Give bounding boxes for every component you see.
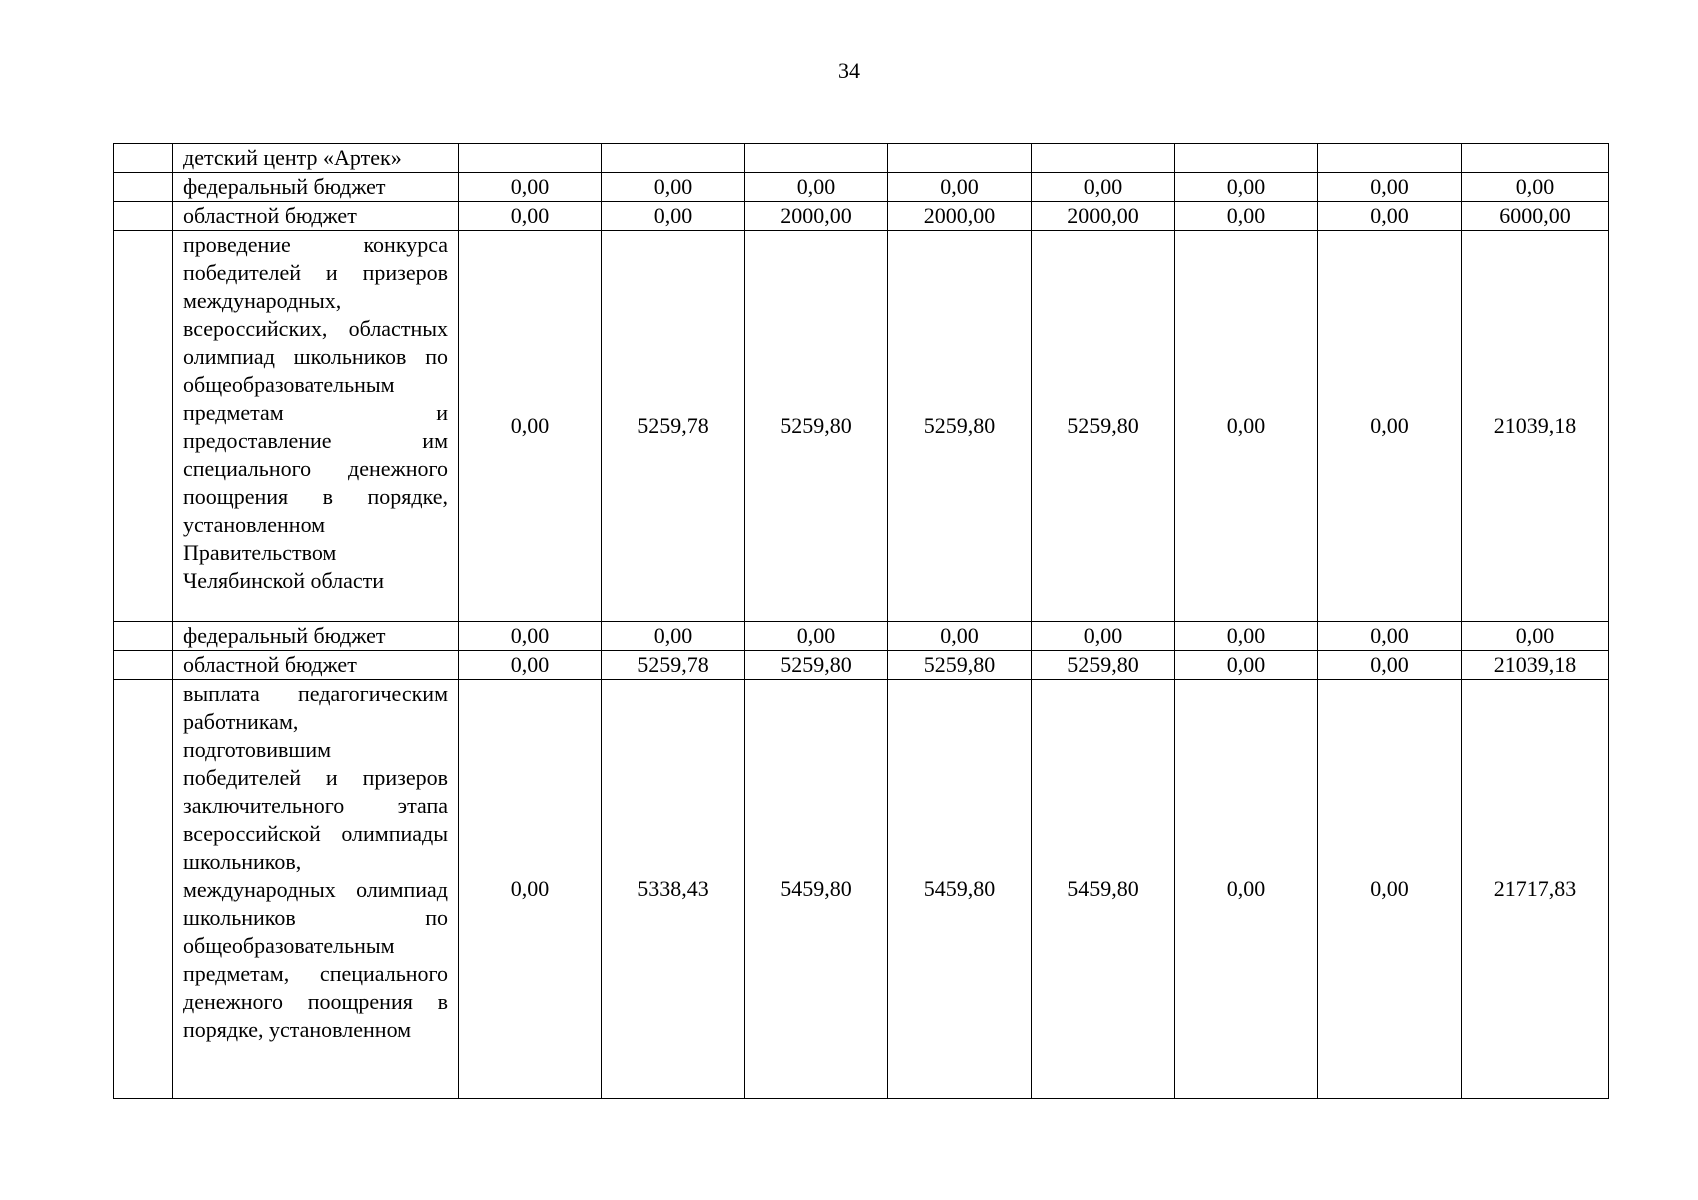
value-cell: 0,00 xyxy=(459,231,602,622)
value-cell: 2000,00 xyxy=(1032,202,1175,231)
value-cell: 5259,78 xyxy=(602,651,745,680)
table-row xyxy=(114,202,1609,231)
value-cell: 5338,43 xyxy=(602,680,745,1099)
value-cell: 5259,80 xyxy=(888,231,1032,622)
value-cell: 0,00 xyxy=(459,680,602,1099)
row-number-cell xyxy=(114,651,173,680)
value-cell: 5459,80 xyxy=(745,680,888,1099)
value-cell: 0,00 xyxy=(1175,622,1318,651)
row-label-cell: федеральный бюджет xyxy=(173,173,459,202)
table-body xyxy=(114,144,1609,1099)
value-cell xyxy=(888,144,1032,173)
value-cell: 5459,80 xyxy=(1032,680,1175,1099)
value-cell: 5259,80 xyxy=(1032,231,1175,622)
table-row xyxy=(114,651,1609,680)
row-label-cell: федеральный бюджет xyxy=(173,622,459,651)
value-cell: 0,00 xyxy=(745,622,888,651)
value-cell: 0,00 xyxy=(1175,202,1318,231)
value-cell: 0,00 xyxy=(602,622,745,651)
value-cell: 0,00 xyxy=(602,173,745,202)
value-cell: 0,00 xyxy=(745,173,888,202)
value-cell: 5259,80 xyxy=(745,651,888,680)
value-cell: 2000,00 xyxy=(745,202,888,231)
row-label-cell: проведение конкурса победителей и призеров международных, всероссийских, областных олимпиад школьников по общеобразовательным предметам и предоставление им специального денежного поощрения в порядке, установленном Правительством Челябинской области xyxy=(173,231,459,622)
value-cell: 5259,80 xyxy=(745,231,888,622)
budget-table xyxy=(113,143,1609,1099)
table-row xyxy=(114,173,1609,202)
value-cell xyxy=(745,144,888,173)
value-cell: 0,00 xyxy=(1318,622,1462,651)
row-label-cell: областной бюджет xyxy=(173,202,459,231)
value-cell: 6000,00 xyxy=(1462,202,1609,231)
value-cell: 0,00 xyxy=(1032,173,1175,202)
table-row xyxy=(114,680,1609,1099)
value-cell: 2000,00 xyxy=(888,202,1032,231)
row-number-cell xyxy=(114,231,173,622)
row-number-cell xyxy=(114,680,173,1099)
value-cell: 0,00 xyxy=(459,651,602,680)
value-cell: 5259,80 xyxy=(1032,651,1175,680)
value-cell: 5259,80 xyxy=(888,651,1032,680)
value-cell: 0,00 xyxy=(459,622,602,651)
value-cell: 5259,78 xyxy=(602,231,745,622)
value-cell: 0,00 xyxy=(1318,202,1462,231)
value-cell: 0,00 xyxy=(1175,231,1318,622)
row-number-cell xyxy=(114,173,173,202)
row-label-cell: областной бюджет xyxy=(173,651,459,680)
value-cell xyxy=(602,144,745,173)
table-row xyxy=(114,144,1609,173)
row-number-cell xyxy=(114,144,173,173)
table-row xyxy=(114,622,1609,651)
value-cell xyxy=(1032,144,1175,173)
value-cell: 0,00 xyxy=(1032,622,1175,651)
value-cell: 0,00 xyxy=(459,202,602,231)
value-cell xyxy=(1175,144,1318,173)
value-cell: 21039,18 xyxy=(1462,651,1609,680)
table-row xyxy=(114,231,1609,622)
value-cell: 21039,18 xyxy=(1462,231,1609,622)
value-cell: 0,00 xyxy=(1175,651,1318,680)
row-label-cell: детский центр «Артек» xyxy=(173,144,459,173)
value-cell: 0,00 xyxy=(1175,173,1318,202)
value-cell: 0,00 xyxy=(888,622,1032,651)
value-cell: 0,00 xyxy=(1318,231,1462,622)
page-number: 34 xyxy=(838,58,860,83)
value-cell: 0,00 xyxy=(459,173,602,202)
value-cell: 0,00 xyxy=(1462,622,1609,651)
value-cell: 5459,80 xyxy=(888,680,1032,1099)
value-cell: 0,00 xyxy=(1462,173,1609,202)
value-cell: 0,00 xyxy=(602,202,745,231)
value-cell: 0,00 xyxy=(1318,651,1462,680)
row-number-cell xyxy=(114,202,173,231)
value-cell: 0,00 xyxy=(1318,173,1462,202)
value-cell xyxy=(1318,144,1462,173)
value-cell: 0,00 xyxy=(1318,680,1462,1099)
value-cell: 0,00 xyxy=(888,173,1032,202)
value-cell xyxy=(1462,144,1609,173)
value-cell: 21717,83 xyxy=(1462,680,1609,1099)
value-cell: 0,00 xyxy=(1175,680,1318,1099)
row-number-cell xyxy=(114,622,173,651)
value-cell xyxy=(459,144,602,173)
row-label-cell: выплата педагогическим работникам, подготовившим победителей и призеров заключительного этапа всероссийской олимпиады школьников, международных олимпиад школьников по общеобразовательным предметам, специального денежного поощрения в порядке, установленном xyxy=(173,680,459,1099)
